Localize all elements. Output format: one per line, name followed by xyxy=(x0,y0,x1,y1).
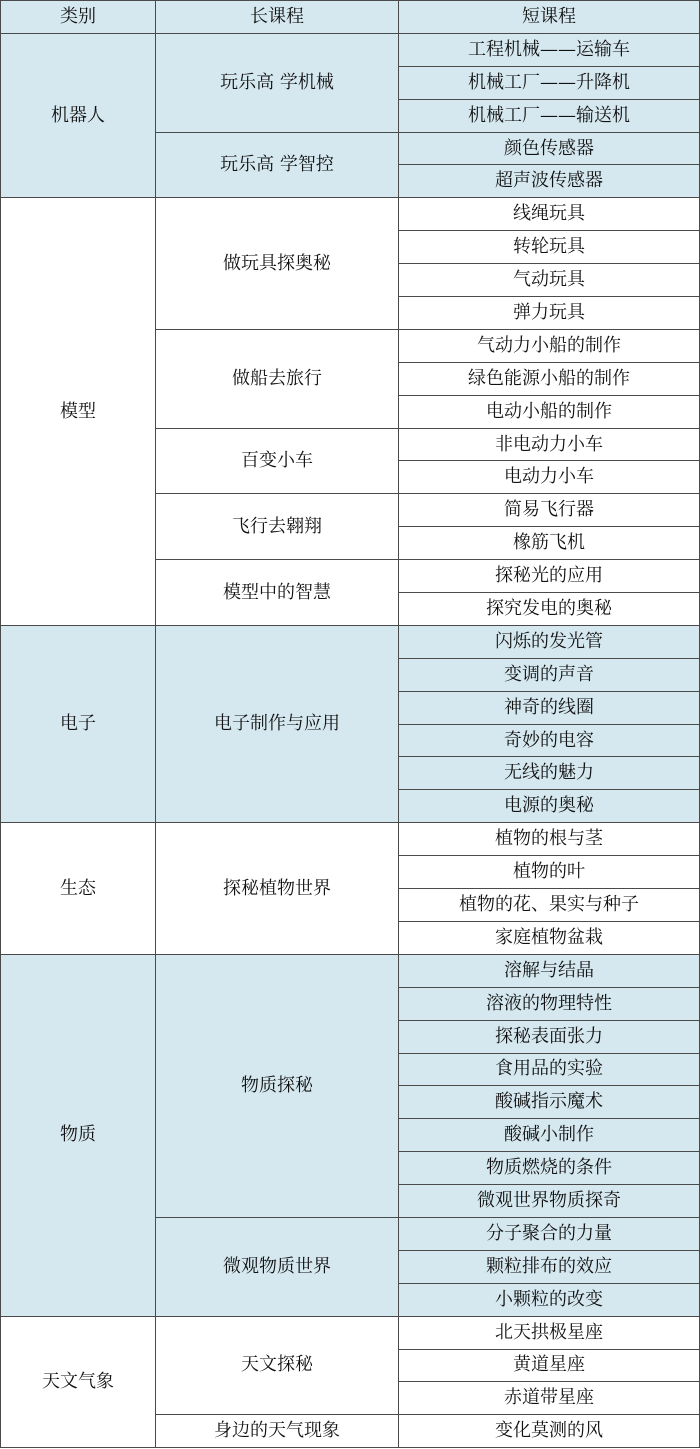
short-course-cell: 变化莫测的风 xyxy=(399,1415,700,1448)
short-course-cell: 电动力小车 xyxy=(399,461,700,494)
table-row xyxy=(1,954,700,987)
short-course-cell: 机械工厂——升降机 xyxy=(399,66,700,99)
short-course-cell: 颜色传感器 xyxy=(399,132,700,165)
short-course-cell: 神奇的线圈 xyxy=(399,691,700,724)
table-row xyxy=(1,1316,700,1349)
long-course-cell: 飞行去翱翔 xyxy=(156,494,399,560)
long-course-cell: 电子制作与应用 xyxy=(156,625,399,822)
short-course-cell: 家庭植物盆栽 xyxy=(399,921,700,954)
category-cell: 电子 xyxy=(1,625,156,822)
short-course-cell: 植物的叶 xyxy=(399,856,700,889)
long-course-cell: 探秘植物世界 xyxy=(156,823,399,955)
short-course-cell: 颗粒排布的效应 xyxy=(399,1250,700,1283)
long-course-cell: 模型中的智慧 xyxy=(156,560,399,626)
short-course-cell: 超声波传感器 xyxy=(399,165,700,198)
category-cell: 生态 xyxy=(1,823,156,955)
short-course-cell: 非电动力小车 xyxy=(399,428,700,461)
short-course-cell: 北天拱极星座 xyxy=(399,1316,700,1349)
header-long-course: 长课程 xyxy=(156,1,399,34)
short-course-cell: 探秘光的应用 xyxy=(399,560,700,593)
short-course-cell: 机械工厂——输送机 xyxy=(399,99,700,132)
short-course-cell: 植物的花、果实与种子 xyxy=(399,889,700,922)
short-course-cell: 电源的奥秘 xyxy=(399,790,700,823)
short-course-cell: 溶解与结晶 xyxy=(399,954,700,987)
table-row xyxy=(1,198,700,231)
long-course-cell: 玩乐高 学机械 xyxy=(156,33,399,132)
short-course-cell: 变调的声音 xyxy=(399,658,700,691)
short-course-cell: 弹力玩具 xyxy=(399,297,700,330)
short-course-cell: 无线的魅力 xyxy=(399,757,700,790)
short-course-cell: 电动小船的制作 xyxy=(399,395,700,428)
short-course-cell: 奇妙的电容 xyxy=(399,724,700,757)
category-cell: 模型 xyxy=(1,198,156,626)
category-cell: 天文气象 xyxy=(1,1316,156,1448)
long-course-cell: 玩乐高 学智控 xyxy=(156,132,399,198)
short-course-cell: 植物的根与茎 xyxy=(399,823,700,856)
table-row xyxy=(1,33,700,66)
table-row xyxy=(1,823,700,856)
long-course-cell: 物质探秘 xyxy=(156,954,399,1217)
short-course-cell: 酸碱指示魔术 xyxy=(399,1086,700,1119)
short-course-cell: 食用品的实验 xyxy=(399,1053,700,1086)
long-course-cell: 微观物质世界 xyxy=(156,1217,399,1316)
short-course-cell: 气动玩具 xyxy=(399,264,700,297)
short-course-cell: 转轮玩具 xyxy=(399,231,700,264)
short-course-cell: 探究发电的奥秘 xyxy=(399,593,700,626)
group-astronomy-weather xyxy=(1,1316,700,1448)
group-model xyxy=(1,198,700,626)
short-course-cell: 闪烁的发光管 xyxy=(399,625,700,658)
short-course-cell: 简易飞行器 xyxy=(399,494,700,527)
short-course-cell: 工程机械——运输车 xyxy=(399,33,700,66)
short-course-cell: 探秘表面张力 xyxy=(399,1020,700,1053)
group-ecology xyxy=(1,823,700,955)
group-matter xyxy=(1,954,700,1316)
header-row xyxy=(1,1,700,34)
long-course-cell: 天文探秘 xyxy=(156,1316,399,1415)
short-course-cell: 分子聚合的力量 xyxy=(399,1217,700,1250)
short-course-cell: 物质燃烧的条件 xyxy=(399,1152,700,1185)
short-course-cell: 黄道星座 xyxy=(399,1349,700,1382)
group-robot xyxy=(1,33,700,197)
short-course-cell: 气动力小船的制作 xyxy=(399,329,700,362)
table-row xyxy=(1,625,700,658)
short-course-cell: 小颗粒的改变 xyxy=(399,1283,700,1316)
short-course-cell: 线绳玩具 xyxy=(399,198,700,231)
table-header xyxy=(1,1,700,34)
category-cell: 物质 xyxy=(1,954,156,1316)
short-course-cell: 微观世界物质探奇 xyxy=(399,1185,700,1218)
group-electronics xyxy=(1,625,700,822)
header-category: 类别 xyxy=(1,1,156,34)
header-short-course: 短课程 xyxy=(399,1,700,34)
short-course-cell: 赤道带星座 xyxy=(399,1382,700,1415)
short-course-cell: 溶液的物理特性 xyxy=(399,987,700,1020)
long-course-cell: 做玩具探奥秘 xyxy=(156,198,399,330)
long-course-cell: 百变小车 xyxy=(156,428,399,494)
long-course-cell: 做船去旅行 xyxy=(156,329,399,428)
category-cell: 机器人 xyxy=(1,33,156,197)
short-course-cell: 绿色能源小船的制作 xyxy=(399,362,700,395)
short-course-cell: 酸碱小制作 xyxy=(399,1119,700,1152)
long-course-cell: 身边的天气现象 xyxy=(156,1415,399,1448)
short-course-cell: 橡筋飞机 xyxy=(399,527,700,560)
